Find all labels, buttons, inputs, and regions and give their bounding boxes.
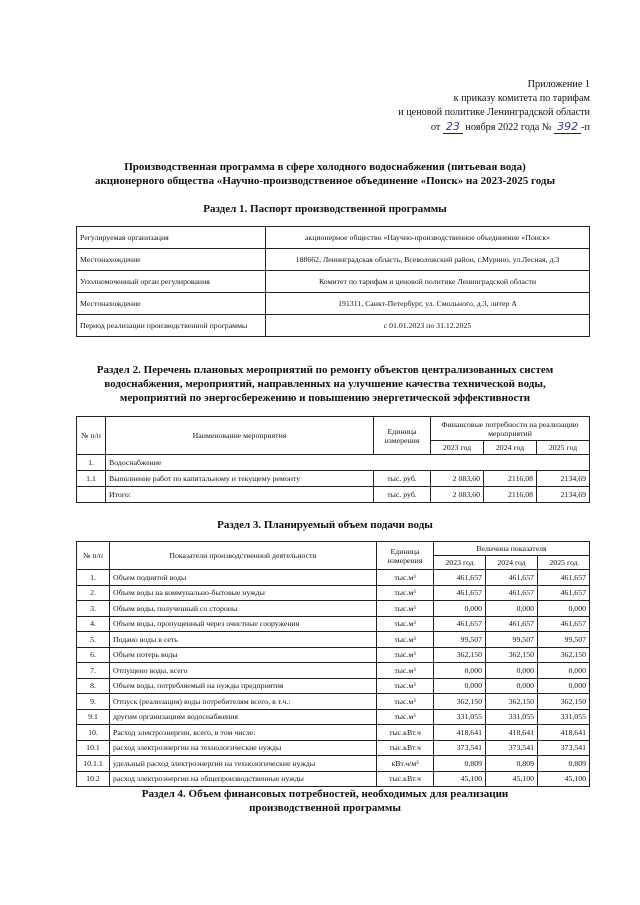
row-value-2023: 2 083,60 — [431, 487, 484, 503]
appendix-line3: и ценовой политике Ленинградской области — [398, 107, 590, 118]
indicator-row — [77, 663, 590, 679]
indicator-row — [77, 601, 590, 617]
indicator-row — [77, 771, 590, 787]
row-name: Объем воды, потребляемый на нужды предприятия — [110, 678, 377, 694]
row-unit: тыс.м³ — [377, 616, 434, 632]
row-num: 8. — [77, 678, 110, 694]
indicator-row — [77, 616, 590, 632]
passport-label: Период реализации производственной программы — [77, 315, 266, 337]
row-num: 9. — [77, 694, 110, 710]
row-value-2023: 99,507 — [434, 632, 486, 648]
section2-heading-line1: Раздел 2. Перечень плановых мероприятий по ремонту объектов централизованных систем — [96, 364, 554, 376]
measure-row — [77, 471, 590, 487]
indicator-row — [77, 570, 590, 586]
row-value-2024: 2116,08 — [484, 487, 537, 503]
document-title — [60, 160, 590, 188]
water-supply-table — [76, 541, 590, 787]
section2-heading — [60, 363, 590, 405]
row-num: 7. — [77, 663, 110, 679]
appendix-line1: Приложение 1 — [527, 79, 590, 90]
row-name: Итого: — [106, 487, 374, 503]
row-unit: тыс.м³ — [377, 570, 434, 586]
row-name: расход электроэнергии на технологические нужды — [110, 740, 377, 756]
row-value-2024: 0,000 — [486, 678, 538, 694]
row-value-2023: 461,657 — [434, 570, 486, 586]
col-name: Наименование мероприятия — [106, 417, 374, 455]
col-y2023: 2023 год — [434, 556, 486, 570]
row-unit: тыс.м³ — [377, 678, 434, 694]
passport-value: с 01.01.2023 по 31.12.2025 — [266, 315, 590, 337]
row-num: 6. — [77, 647, 110, 663]
passport-row — [77, 227, 590, 249]
row-num: 3. — [77, 601, 110, 617]
appendix-line2: к приказу комитета по тарифам — [453, 93, 590, 104]
section4-heading-line1: Раздел 4. Объем финансовых потребностей, необходимых для реализации — [141, 788, 509, 800]
col-y2025: 2025 год — [538, 556, 590, 570]
passport-label: Регулируемая организация — [77, 227, 266, 249]
passport-row — [77, 271, 590, 293]
row-unit: тыс.м³ — [377, 663, 434, 679]
row-num: 4. — [77, 616, 110, 632]
indicator-row — [77, 585, 590, 601]
row-value-2025: 362,150 — [538, 647, 590, 663]
row-value-2023: 0,809 — [434, 756, 486, 772]
row-unit: тыс.кВт.ч — [377, 740, 434, 756]
col-y2024: 2024 год — [484, 441, 537, 455]
section4-heading-line2: производственной программы — [249, 802, 401, 814]
group-num: 1. — [77, 455, 106, 471]
row-value-2023: 45,100 — [434, 771, 486, 787]
passport-label: Уполномоченный орган регулирования — [77, 271, 266, 293]
row-unit: тыс. руб. — [374, 487, 431, 503]
group-row — [77, 455, 590, 471]
row-name: Объем воды, полученный со стороны — [110, 601, 377, 617]
row-name: расход электроэнергии на общепроизводственные нужды — [110, 771, 377, 787]
row-name: Объем потерь воды — [110, 647, 377, 663]
row-unit: тыс.м³ — [377, 647, 434, 663]
row-num: 9.1 — [77, 709, 110, 725]
indicator-row — [77, 694, 590, 710]
row-value-2025: 331,055 — [538, 709, 590, 725]
date-prefix: от — [430, 122, 441, 133]
appendix-block — [330, 78, 590, 135]
month-year: ноября 2022 года № — [465, 122, 552, 133]
row-value-2025: 2134,69 — [537, 471, 590, 487]
row-value-2023: 461,657 — [434, 585, 486, 601]
row-unit: кВт.ч/м³ — [377, 756, 434, 772]
row-value-2024: 461,657 — [486, 570, 538, 586]
row-value-2025: 45,100 — [538, 771, 590, 787]
col-num: № п/п — [77, 417, 106, 455]
passport-value: 191311, Санкт-Петербург, ул. Смольного, д.3, литер А — [266, 293, 590, 315]
row-name: Выполнение работ по капитальному и текущему ремонту — [106, 471, 374, 487]
row-unit: тыс. руб. — [374, 471, 431, 487]
col-y2023: 2023 год — [431, 441, 484, 455]
section2-heading-line2: водоснабжения, мероприятий, направленных на улучшение качества технической воды, — [104, 378, 546, 390]
measure-row — [77, 487, 590, 503]
row-value-2023: 331,055 — [434, 709, 486, 725]
col-y2025: 2025 год — [537, 441, 590, 455]
row-value-2024: 0,809 — [486, 756, 538, 772]
number-suffix: -п — [581, 122, 590, 133]
section2-heading-line3: мероприятий по энергосбережению и повышению энергетической эффективности — [119, 392, 531, 404]
row-value-2025: 461,657 — [538, 570, 590, 586]
col-y2024: 2024 год — [486, 556, 538, 570]
col-fin: Финансовые потребности на реализацию мероприятий — [431, 417, 590, 441]
indicator-row — [77, 647, 590, 663]
group-name: Водоснабжение — [106, 455, 590, 471]
row-value-2024: 461,657 — [486, 616, 538, 632]
row-value-2023: 362,150 — [434, 647, 486, 663]
row-value-2023: 0,000 — [434, 678, 486, 694]
section4-heading — [60, 787, 590, 815]
row-value-2025: 362,150 — [538, 694, 590, 710]
indicator-row — [77, 725, 590, 741]
row-value-2025: 0,000 — [538, 663, 590, 679]
row-value-2024: 2116,08 — [484, 471, 537, 487]
passport-row — [77, 249, 590, 271]
row-name: Отпущено воды, всего — [110, 663, 377, 679]
row-value-2025: 418,641 — [538, 725, 590, 741]
row-unit: тыс.м³ — [377, 694, 434, 710]
indicator-row — [77, 709, 590, 725]
row-value-2023: 2 083,60 — [431, 471, 484, 487]
row-name: Подано воды в сеть — [110, 632, 377, 648]
section1-heading: Раздел 1. Паспорт производственной программы — [203, 203, 447, 215]
row-value-2025: 373,541 — [538, 740, 590, 756]
col-unit: Единица измерения — [374, 417, 431, 455]
row-value-2024: 362,150 — [486, 647, 538, 663]
row-value-2023: 362,150 — [434, 694, 486, 710]
row-value-2024: 418,641 — [486, 725, 538, 741]
row-num: 10.1 — [77, 740, 110, 756]
row-value-2024: 0,000 — [486, 601, 538, 617]
appendix-date-line — [330, 120, 590, 135]
passport-label: Местонахождение — [77, 293, 266, 315]
row-value-2025: 461,657 — [538, 585, 590, 601]
handwritten-number: 392 — [554, 120, 581, 134]
col-num: № п/п — [77, 542, 110, 570]
col-value: Величина показателя — [434, 542, 590, 556]
row-value-2023: 373,541 — [434, 740, 486, 756]
row-unit: тыс.м³ — [377, 601, 434, 617]
row-unit: тыс.кВт.ч — [377, 725, 434, 741]
row-name: Объем воды на коммунально-бытовые нужды — [110, 585, 377, 601]
handwritten-day: 23 — [443, 120, 463, 134]
indicator-row — [77, 678, 590, 694]
row-name: удельный расход электроэнергии на технологические нужды — [110, 756, 377, 772]
indicator-row — [77, 740, 590, 756]
row-num: 1. — [77, 570, 110, 586]
row-num — [77, 487, 106, 503]
passport-table — [76, 226, 590, 337]
row-unit: тыс.м³ — [377, 585, 434, 601]
title-line1: Производственная программа в сфере холодного водоснабжения (питьевая вода) — [124, 161, 526, 173]
passport-value: 188662, Ленинградская область, Всеволожский район, г.Мурино, ул.Лесная, д.3 — [266, 249, 590, 271]
row-num: 5. — [77, 632, 110, 648]
passport-label: Местонахождение — [77, 249, 266, 271]
row-name: Отпуск (реализация) воды потребителям всего, в т.ч.: — [110, 694, 377, 710]
row-value-2024: 373,541 — [486, 740, 538, 756]
row-num: 10.2 — [77, 771, 110, 787]
row-value-2023: 0,000 — [434, 663, 486, 679]
col-name: Показатели производственной деятельности — [110, 542, 377, 570]
row-num: 10. — [77, 725, 110, 741]
row-value-2024: 362,150 — [486, 694, 538, 710]
measures-table — [76, 416, 590, 503]
row-name: Объем воды, пропущенный через очистные сооружения — [110, 616, 377, 632]
row-name: Объем поднятой воды — [110, 570, 377, 586]
row-value-2025: 0,809 — [538, 756, 590, 772]
row-value-2023: 461,657 — [434, 616, 486, 632]
indicator-row — [77, 632, 590, 648]
row-unit: тыс.м³ — [377, 632, 434, 648]
row-value-2025: 0,000 — [538, 678, 590, 694]
row-name: другим организациям водоснабжения — [110, 709, 377, 725]
passport-row — [77, 293, 590, 315]
passport-value: акционерное общество «Научно-производственное объединение «Поиск» — [266, 227, 590, 249]
row-value-2024: 0,000 — [486, 663, 538, 679]
row-unit: тыс.м³ — [377, 709, 434, 725]
row-unit: тыс.кВт.ч — [377, 771, 434, 787]
passport-row — [77, 315, 590, 337]
row-value-2023: 0,000 — [434, 601, 486, 617]
passport-value: Комитет по тарифам и ценовой политике Ленинградской области — [266, 271, 590, 293]
row-name: Расход электроэнергии, всего, в том числе: — [110, 725, 377, 741]
section3-heading: Раздел 3. Планируемый объем подачи воды — [217, 519, 433, 531]
row-value-2024: 99,507 — [486, 632, 538, 648]
row-num: 2. — [77, 585, 110, 601]
row-value-2024: 331,055 — [486, 709, 538, 725]
title-line2: акционерного общества «Научно-производственное объединение «Поиск» на 2023-2025 годы — [94, 175, 556, 187]
row-num: 1.1 — [77, 471, 106, 487]
row-value-2025: 99,507 — [538, 632, 590, 648]
indicator-row — [77, 756, 590, 772]
row-value-2025: 0,000 — [538, 601, 590, 617]
row-value-2024: 45,100 — [486, 771, 538, 787]
row-value-2025: 2134,69 — [537, 487, 590, 503]
col-unit: Единица измерения — [377, 542, 434, 570]
row-value-2024: 461,657 — [486, 585, 538, 601]
row-num: 10.1.1 — [77, 756, 110, 772]
row-value-2023: 418,641 — [434, 725, 486, 741]
row-value-2025: 461,657 — [538, 616, 590, 632]
